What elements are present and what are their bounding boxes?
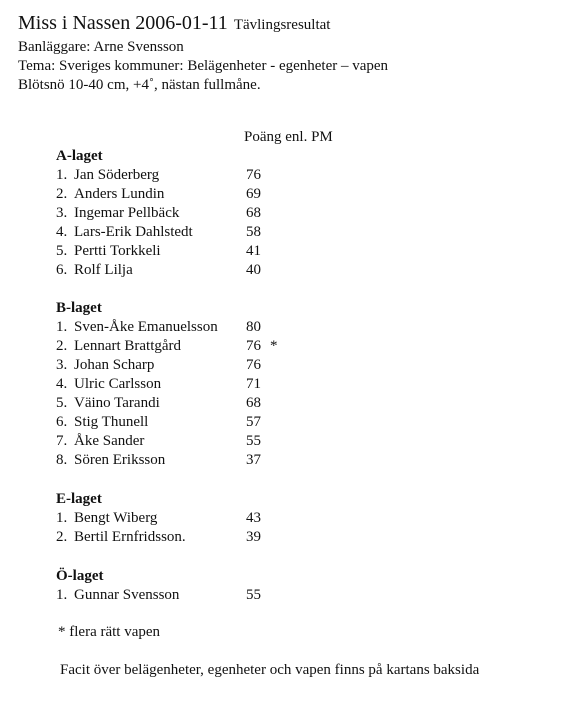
rank-number: 8.	[56, 452, 68, 468]
result-row	[56, 432, 536, 451]
points-value: 40	[246, 262, 261, 278]
points-value: 37	[246, 452, 261, 468]
conditions-line: Blötsnö 10-40 cm, +4˚, nästan fullmåne.	[18, 77, 261, 93]
rank-number: 2.	[56, 186, 68, 202]
rank-number: 1.	[56, 167, 68, 183]
result-row	[56, 242, 536, 261]
page-title: Miss i Nassen 2006-01-11	[18, 12, 228, 34]
team-name: Ö-laget	[56, 568, 104, 584]
points-value: 39	[246, 529, 261, 545]
theme-line: Tema: Sveriges kommuner: Belägenheter - egenheter – vapen	[18, 58, 389, 74]
result-row	[56, 451, 536, 470]
rank-number: 4.	[56, 224, 68, 240]
result-row	[56, 586, 536, 605]
team-name: B-laget	[56, 300, 102, 316]
points-value: 68	[246, 395, 261, 411]
points-value: 68	[246, 205, 261, 221]
points-column-header: Poäng enl. PM	[244, 129, 333, 145]
points-value: 55	[246, 587, 261, 603]
points-value: 71	[246, 376, 261, 392]
participant-name: Ulric Carlsson	[74, 376, 162, 392]
rank-number: 1.	[56, 587, 68, 603]
rank-number: 6.	[56, 414, 68, 430]
rank-number: 5.	[56, 243, 68, 259]
result-row	[56, 261, 536, 280]
rank-number: 5.	[56, 395, 68, 411]
result-row	[56, 318, 536, 337]
points-value: 58	[246, 224, 261, 240]
points-value: 69	[246, 186, 261, 202]
result-row	[56, 337, 536, 356]
rank-number: 2.	[56, 338, 68, 354]
participant-name: Johan Scharp	[74, 357, 155, 373]
result-row	[56, 223, 536, 242]
rank-number: 2.	[56, 529, 68, 545]
team-section-o	[56, 567, 536, 605]
rank-number: 7.	[56, 433, 68, 449]
rank-number: 1.	[56, 510, 68, 526]
result-row	[56, 356, 536, 375]
result-row	[56, 166, 536, 185]
asterisk-mark: *	[270, 338, 278, 354]
page-subtitle: Tävlingsresultat	[233, 17, 331, 33]
points-value: 76	[246, 357, 261, 373]
team-rows	[56, 509, 536, 547]
footnote: * flera rätt vapen	[58, 624, 161, 640]
team-section-e	[56, 490, 536, 547]
points-value: 55	[246, 433, 261, 449]
participant-name: Sven-Åke Emanuelsson	[74, 319, 218, 335]
result-row	[56, 394, 536, 413]
points-value: 43	[246, 510, 261, 526]
course-setter: Banläggare: Arne Svensson	[18, 39, 184, 55]
participant-name: Jan Söderberg	[74, 167, 160, 183]
team-rows	[56, 586, 536, 605]
participant-name: Bengt Wiberg	[74, 510, 158, 526]
points-value: 57	[246, 414, 261, 430]
participant-name: Stig Thunell	[74, 414, 149, 430]
participant-name: Ingemar Pellbäck	[74, 205, 180, 221]
points-value: 76	[246, 338, 261, 354]
team-name: E-laget	[56, 491, 102, 507]
result-row	[56, 375, 536, 394]
participant-name: Anders Lundin	[74, 186, 165, 202]
rank-number: 3.	[56, 357, 68, 373]
points-value: 41	[246, 243, 261, 259]
team-rows	[56, 318, 536, 470]
footer-note: Facit över belägenheter, egenheter och vapen finns på kartans baksida	[60, 662, 480, 678]
result-row	[56, 528, 536, 547]
participant-name: Pertti Torkkeli	[74, 243, 161, 259]
participant-name: Sören Eriksson	[74, 452, 166, 468]
rank-number: 6.	[56, 262, 68, 278]
participant-name: Åke Sander	[74, 433, 145, 449]
participant-name: Rolf Lilja	[74, 262, 133, 278]
team-rows	[56, 166, 536, 280]
points-value: 76	[246, 167, 261, 183]
document-header	[18, 10, 558, 95]
team-name: A-laget	[56, 148, 103, 164]
result-row	[56, 185, 536, 204]
rank-number: 1.	[56, 319, 68, 335]
team-section-b	[56, 299, 536, 470]
rank-number: 3.	[56, 205, 68, 221]
rank-number: 4.	[56, 376, 68, 392]
participant-name: Väino Tarandi	[74, 395, 160, 411]
participant-name: Gunnar Svensson	[74, 587, 180, 603]
participant-name: Lars-Erik Dahlstedt	[74, 224, 193, 240]
points-value: 80	[246, 319, 261, 335]
team-section-a	[56, 147, 536, 280]
title-line	[18, 10, 558, 38]
result-row	[56, 204, 536, 223]
result-row	[56, 413, 536, 432]
participant-name: Lennart Brattgård	[74, 338, 182, 354]
participant-name: Bertil Ernfridsson.	[74, 529, 186, 545]
result-row	[56, 509, 536, 528]
